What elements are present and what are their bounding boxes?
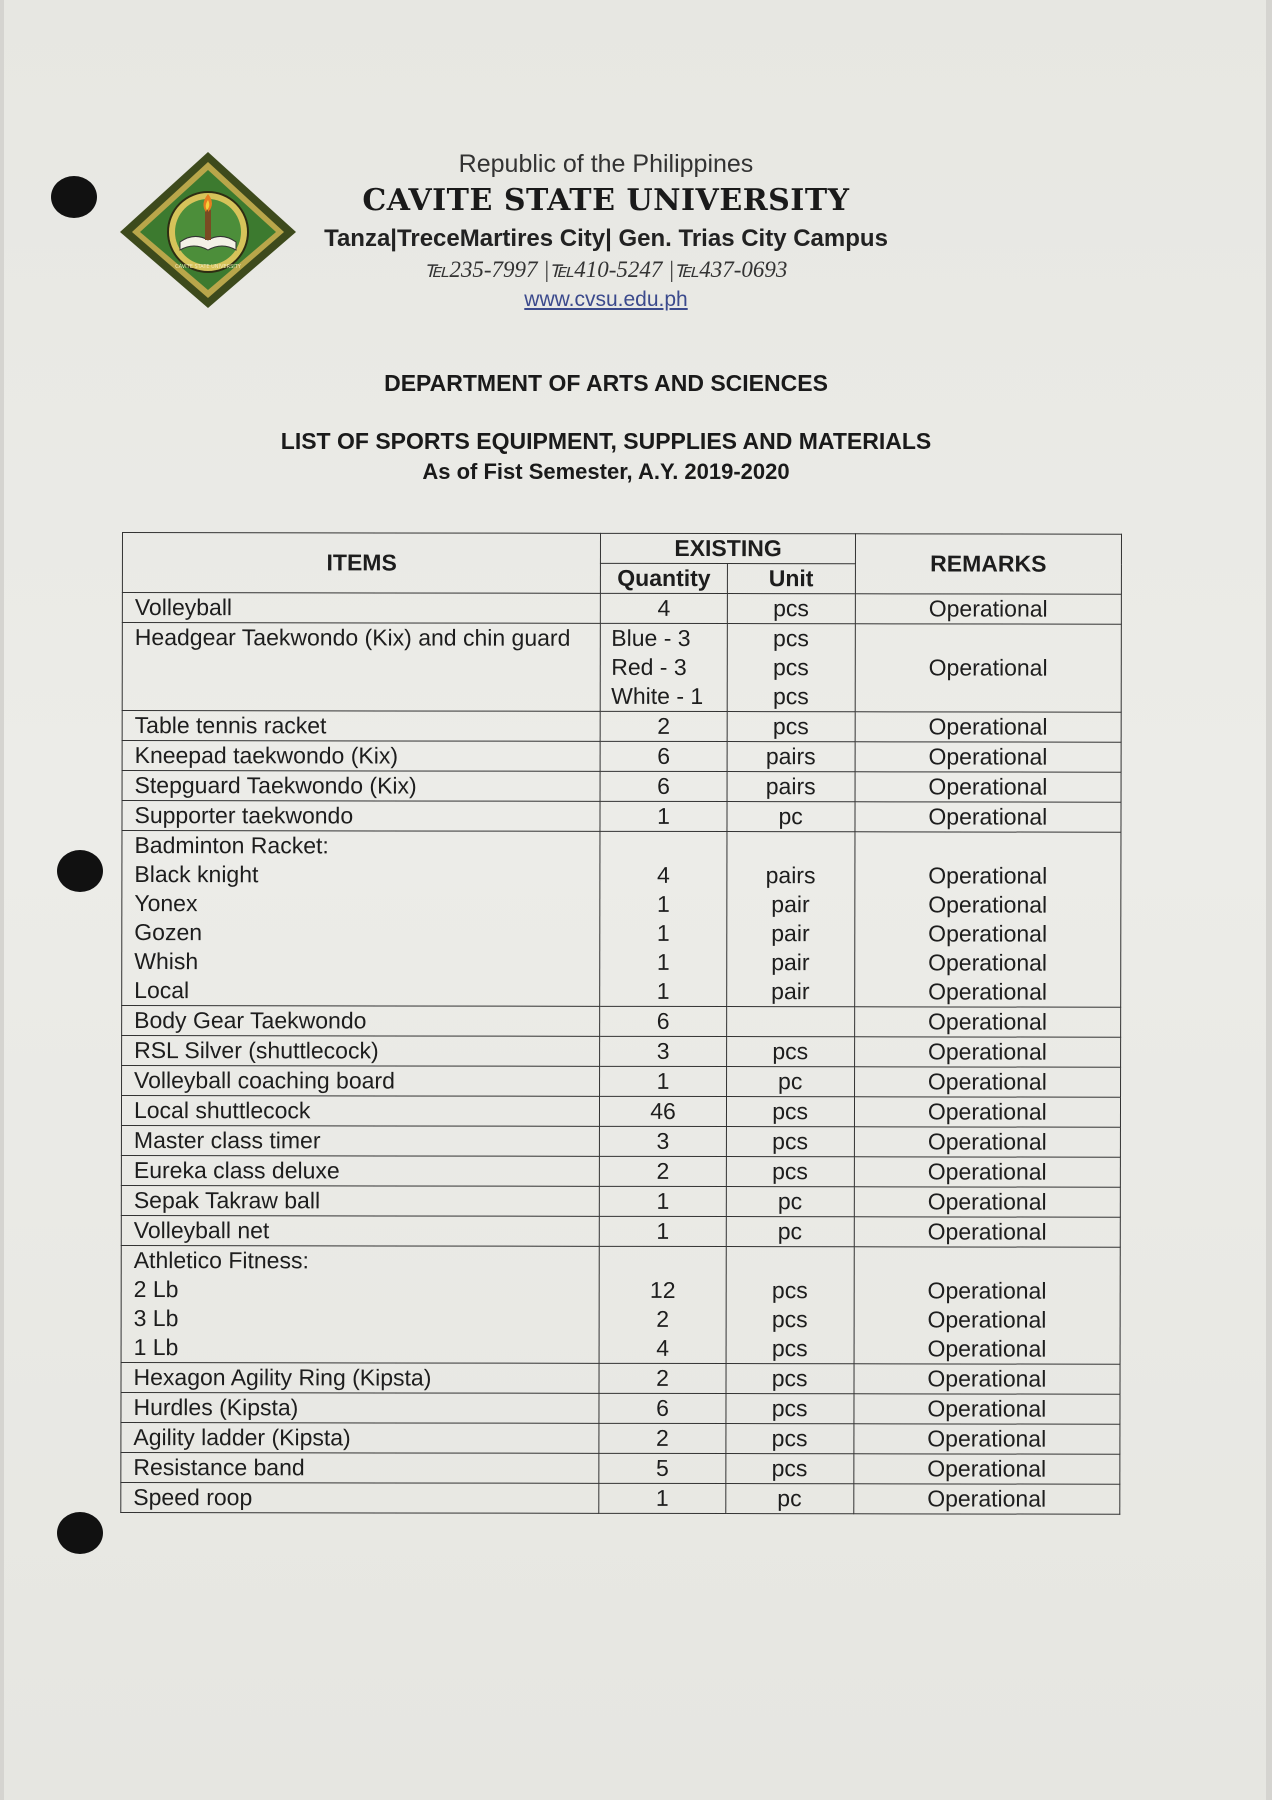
- item-cell-line: RSL Silver (shuttlecock): [134, 1037, 379, 1064]
- quantity-cell-line: 2: [656, 1305, 670, 1332]
- unit-cell: [726, 1247, 854, 1364]
- table-row: [121, 1362, 1120, 1394]
- item-cell-line: Eureka class deluxe: [133, 1157, 340, 1184]
- remarks-cell: [854, 1424, 1120, 1454]
- quantity-cell: [599, 1453, 725, 1483]
- item-cell-line: Sepak Takraw ball: [133, 1187, 321, 1214]
- item-cell-line: 2 Lb: [133, 1276, 179, 1303]
- unit-cell: [726, 1007, 854, 1037]
- header-unit: Unit: [727, 564, 855, 594]
- remarks-cell: [855, 594, 1121, 624]
- remarks-cell: [854, 1454, 1120, 1484]
- quantity-cell-line: 1: [656, 1217, 670, 1244]
- remarks-cell: [854, 1037, 1120, 1067]
- remarks-cell-line: Operational: [928, 595, 1048, 622]
- remarks-cell-line: Operational: [928, 654, 1048, 681]
- item-cell-line: Supporter taekwondo: [134, 802, 354, 829]
- item-cell-line: 3 Lb: [133, 1305, 179, 1332]
- item-cell: [121, 1185, 600, 1216]
- remarks-cell-line: Operational: [927, 1455, 1047, 1482]
- item-cell: [122, 801, 601, 832]
- remarks-cell: [854, 1364, 1120, 1394]
- item-cell: [121, 1422, 600, 1453]
- quantity-cell: [600, 771, 726, 801]
- quantity-cell-line: White - 1: [611, 682, 704, 710]
- unit-cell: [726, 1394, 854, 1424]
- table-row: [122, 1006, 1121, 1038]
- quantity-cell-line: Red - 3: [611, 653, 687, 680]
- remarks-cell-line: [855, 832, 1120, 861]
- unit-cell-line: pc: [778, 1068, 803, 1095]
- unit-cell: [726, 1067, 854, 1097]
- item-cell-line: Table tennis racket: [134, 712, 327, 739]
- unit-cell: [725, 1424, 853, 1454]
- unit-cell-line: pcs: [771, 1277, 808, 1304]
- unit-cell-line: pcs: [772, 1098, 809, 1125]
- item-cell-line: Gozen: [134, 919, 203, 946]
- quantity-cell-line: 1: [656, 977, 670, 1004]
- unit-cell-line: pairs: [765, 773, 816, 800]
- remarks-cell: [854, 1007, 1120, 1037]
- item-cell: [121, 1362, 600, 1393]
- item-cell: [122, 1036, 601, 1067]
- unit-cell-line: [727, 1007, 854, 1036]
- unit-cell: [726, 832, 854, 1007]
- quantity-cell-line: 2: [657, 712, 671, 739]
- quantity-cell: [600, 831, 726, 1006]
- remarks-cell-line: Operational: [927, 1068, 1047, 1095]
- quantity-cell: [601, 741, 727, 771]
- remarks-cell-line: Operational: [927, 1128, 1047, 1155]
- table-row: [121, 1452, 1120, 1484]
- unit-cell-line: pairs: [765, 862, 816, 889]
- item-cell-line: Volleyball coaching board: [134, 1067, 395, 1094]
- unit-cell-line: pcs: [772, 654, 809, 681]
- table-row: [122, 593, 1121, 625]
- remarks-cell-line: Operational: [928, 1008, 1047, 1035]
- table-row: [121, 1422, 1120, 1454]
- remarks-cell-line: Operational: [928, 713, 1048, 740]
- unit-cell: [726, 1127, 854, 1157]
- quantity-cell-line: 6: [656, 1007, 670, 1034]
- item-cell-line: Kneepad taekwondo (Kix): [134, 742, 399, 769]
- quantity-cell-line: 4: [656, 1334, 670, 1361]
- unit-cell-line: pairs: [765, 743, 816, 770]
- item-cell: [122, 593, 601, 624]
- quantity-cell-line: 3: [656, 1037, 670, 1064]
- table-row: [122, 1066, 1121, 1098]
- item-cell: [121, 1126, 600, 1157]
- unit-cell: [727, 802, 855, 832]
- unit-cell-line: pcs: [771, 1306, 808, 1333]
- republic-line: Republic of the Philippines: [458, 150, 754, 178]
- inventory-table: [120, 532, 1122, 1515]
- quantity-cell: [601, 711, 727, 741]
- item-cell-line: Agility ladder (Kipsta): [133, 1424, 351, 1451]
- remarks-cell-line: Operational: [927, 1306, 1047, 1333]
- quantity-cell: [600, 1126, 726, 1156]
- table-row: [121, 1482, 1120, 1514]
- quantity-cell-line: [601, 832, 726, 861]
- remarks-cell-line: [856, 624, 1121, 653]
- quantity-cell-line: 1: [657, 802, 670, 829]
- item-cell: [121, 1452, 600, 1483]
- inventory-rows: [121, 593, 1122, 1515]
- remarks-cell: [854, 1187, 1120, 1217]
- remarks-cell-line: [855, 682, 1120, 711]
- quantity-cell-line: 1: [656, 1067, 670, 1094]
- remarks-cell-line: Operational: [927, 1038, 1047, 1065]
- remarks-cell: [855, 712, 1121, 742]
- unit-cell-line: pair: [771, 891, 810, 918]
- table-row: [122, 711, 1121, 743]
- remarks-cell-line: Operational: [927, 1188, 1047, 1215]
- unit-cell: [726, 1364, 854, 1394]
- item-cell-line: Volleyball: [134, 594, 233, 621]
- unit-cell: [726, 1037, 854, 1067]
- unit-cell-line: pair: [771, 949, 810, 976]
- table-row: [121, 1155, 1120, 1187]
- unit-cell: [727, 772, 855, 802]
- item-cell-line: Body Gear Taekwondo: [134, 1007, 367, 1034]
- punch-hole: [57, 850, 103, 892]
- unit-cell: [727, 712, 855, 742]
- quantity-cell: [599, 1363, 725, 1393]
- table-row: [121, 1185, 1120, 1217]
- quantity-cell-line: 3: [656, 1127, 670, 1154]
- item-cell: [121, 1392, 600, 1423]
- unit-cell-line: pcs: [773, 625, 809, 652]
- quantity-cell-line: 46: [650, 1097, 676, 1124]
- remarks-cell-line: Operational: [927, 1425, 1047, 1452]
- header-existing: EXISTING: [601, 533, 855, 563]
- item-cell-line: Volleyball net: [133, 1217, 270, 1244]
- remarks-cell: [855, 624, 1121, 712]
- remarks-cell-line: Operational: [928, 862, 1048, 889]
- remarks-cell: [854, 1394, 1120, 1424]
- unit-cell: [725, 1454, 853, 1484]
- item-cell: [121, 1482, 600, 1513]
- quantity-cell: [599, 1423, 725, 1453]
- remarks-cell: [855, 802, 1121, 832]
- remarks-cell-line: Operational: [927, 1098, 1047, 1125]
- unit-cell-line: pair: [771, 978, 810, 1005]
- item-cell-line: 1 Lb: [133, 1334, 179, 1361]
- item-cell-line: [123, 652, 601, 682]
- quantity-cell: [600, 1186, 726, 1216]
- remarks-cell-line: Operational: [928, 891, 1048, 918]
- quantity-cell-line: 12: [649, 1276, 676, 1303]
- unit-cell-line: pc: [778, 803, 803, 830]
- table-row: [121, 1096, 1120, 1128]
- remarks-cell-line: Operational: [928, 949, 1048, 976]
- item-cell-line: Stepguard Taekwondo (Kix): [134, 772, 417, 799]
- item-cell: [122, 623, 601, 712]
- item-cell: [122, 741, 601, 772]
- quantity-cell: [600, 1246, 726, 1363]
- unit-cell-line: pcs: [772, 713, 809, 740]
- header-items: ITEMS: [122, 533, 601, 594]
- quantity-cell: [600, 1096, 726, 1126]
- department-title: DEPARTMENT OF ARTS AND SCIENCES: [384, 370, 828, 396]
- university-name: CAVITE STATE UNIVERSITY: [362, 183, 850, 218]
- remarks-cell-line: Operational: [927, 1218, 1047, 1245]
- table-row: [122, 623, 1121, 713]
- remarks-cell: [854, 1484, 1120, 1514]
- item-cell-line: Speed roop: [133, 1484, 253, 1511]
- document-subtitle: As of Fist Semester, A.Y. 2019-2020: [422, 459, 790, 484]
- document-title: LIST OF SPORTS EQUIPMENT, SUPPLIES AND MATERIALS: [280, 428, 932, 454]
- item-cell-line: Yonex: [134, 890, 198, 917]
- header-quantity: Quantity: [601, 563, 727, 593]
- unit-cell-line: pcs: [771, 1455, 808, 1482]
- remarks-cell-line: Operational: [927, 1277, 1047, 1304]
- remarks-cell-line: Operational: [927, 1485, 1047, 1512]
- remarks-cell-line: [854, 1247, 1119, 1276]
- quantity-cell-line: 6: [657, 772, 671, 799]
- unit-cell-line: [726, 1247, 853, 1276]
- unit-cell-line: pcs: [772, 1158, 808, 1185]
- remarks-cell: [854, 1097, 1120, 1127]
- quantity-cell-line: 6: [657, 742, 671, 769]
- unit-cell-line: pcs: [771, 1365, 808, 1392]
- quantity-cell-line: 1: [656, 1187, 670, 1214]
- phone-numbers: ℡235-7997 |℡410-5247 |℡437-0693: [424, 257, 788, 282]
- table-row: [122, 1036, 1121, 1068]
- unit-cell: [727, 594, 855, 624]
- table-row: [122, 771, 1121, 803]
- item-cell: [121, 1096, 600, 1127]
- quantity-cell: [600, 1156, 726, 1186]
- table-row: [121, 1245, 1120, 1364]
- unit-cell-line: pc: [777, 1218, 803, 1245]
- quantity-cell-line: 2: [656, 1424, 669, 1451]
- quantity-cell: [600, 1006, 726, 1036]
- quantity-cell-line: 5: [655, 1454, 669, 1481]
- quantity-cell: [600, 801, 726, 831]
- remarks-cell: [854, 1067, 1120, 1097]
- item-cell: [122, 831, 601, 1007]
- unit-cell-line: pcs: [772, 1038, 809, 1065]
- item-cell-line: Local: [134, 977, 190, 1004]
- table-row: [122, 741, 1121, 773]
- unit-cell: [726, 1097, 854, 1127]
- quantity-cell-line: 6: [656, 1394, 669, 1421]
- header-remarks: REMARKS: [855, 534, 1121, 594]
- table-row: [121, 1392, 1120, 1424]
- item-cell: [122, 771, 601, 802]
- table-row: [121, 1215, 1120, 1247]
- quantity-cell: [601, 623, 727, 711]
- unit-cell-line: pair: [771, 920, 810, 947]
- item-cell: [122, 711, 601, 742]
- quantity-cell-line: Blue - 3: [611, 624, 691, 651]
- remarks-cell: [855, 742, 1121, 772]
- unit-cell-line: pc: [777, 1188, 803, 1215]
- remarks-cell: [854, 1127, 1120, 1157]
- quantity-cell-line: 1: [656, 948, 670, 975]
- item-cell-line: Master class timer: [133, 1127, 321, 1154]
- remarks-cell-line: Operational: [928, 978, 1048, 1005]
- unit-cell-line: pcs: [771, 1425, 808, 1452]
- remarks-cell: [854, 1157, 1120, 1187]
- quantity-cell-line: [600, 1247, 725, 1276]
- item-cell: [122, 1066, 601, 1097]
- quantity-cell-line: 2: [656, 1157, 670, 1184]
- item-cell: [121, 1155, 600, 1186]
- unit-cell: [726, 1187, 854, 1217]
- unit-cell-line: [727, 832, 854, 861]
- unit-cell-line: pcs: [771, 1335, 808, 1362]
- quantity-cell: [600, 1216, 726, 1246]
- remarks-cell-line: Operational: [928, 743, 1048, 770]
- quantity-cell-line: 4: [657, 594, 671, 621]
- remarks-cell-line: Operational: [927, 1335, 1047, 1362]
- quantity-cell-line: 4: [657, 861, 670, 888]
- unit-cell: [727, 742, 855, 772]
- remarks-cell-line: Operational: [927, 1365, 1047, 1392]
- item-cell-line: Resistance band: [133, 1454, 305, 1481]
- unit-cell-line: pc: [777, 1485, 802, 1512]
- quantity-cell-line: 1: [656, 919, 670, 946]
- remarks-cell-line: Operational: [927, 1158, 1047, 1185]
- remarks-cell-line: Operational: [928, 803, 1048, 830]
- item-cell: [122, 1006, 601, 1037]
- unit-cell: [726, 1217, 854, 1247]
- remarks-cell: [855, 772, 1121, 802]
- item-cell-line: Local shuttlecock: [133, 1097, 311, 1124]
- remarks-cell-line: Operational: [928, 773, 1048, 800]
- quantity-cell: [600, 1066, 726, 1096]
- remarks-cell-line: Operational: [928, 920, 1048, 947]
- unit-cell-line: pcs: [772, 683, 809, 710]
- table-row: [122, 801, 1121, 833]
- remarks-cell: [854, 1217, 1120, 1247]
- quantity-cell-line: 2: [656, 1364, 669, 1391]
- unit-cell-line: pcs: [773, 595, 809, 622]
- item-cell: [121, 1215, 600, 1246]
- item-cell-line: Headgear Taekwondo (Kix) and chin guard: [134, 624, 571, 651]
- item-cell-line: Hexagon Agility Ring (Kipsta): [133, 1364, 432, 1391]
- unit-cell: [726, 1157, 854, 1187]
- table-row: [121, 1126, 1120, 1158]
- quantity-cell: [599, 1483, 725, 1513]
- remarks-cell: [854, 1247, 1120, 1364]
- item-cell-line: Athletico Fitness:: [133, 1247, 309, 1274]
- remarks-cell-line: Operational: [927, 1395, 1047, 1422]
- seal-lettering: CAVITE STATE UNIVERSITY: [175, 264, 241, 270]
- campus-line: Tanza|TreceMartires City| Gen. Trias City Campus: [324, 225, 888, 252]
- item-cell: [121, 1245, 600, 1363]
- item-cell-line: [123, 681, 601, 711]
- quantity-cell: [599, 1393, 725, 1423]
- item-cell-line: Badminton Racket:: [134, 832, 329, 859]
- quantity-cell-line: 1: [656, 890, 670, 917]
- item-cell-line: Black knight: [134, 861, 259, 888]
- quantity-cell: [600, 1036, 726, 1066]
- quantity-cell: [601, 593, 727, 623]
- item-cell-line: Whish: [134, 948, 199, 975]
- quantity-cell-line: 1: [655, 1484, 669, 1511]
- remarks-cell: [854, 832, 1121, 1007]
- unit-cell: [725, 1484, 853, 1514]
- punch-hole: [57, 1512, 103, 1554]
- table-row: [122, 831, 1121, 1008]
- item-cell-line: Hurdles (Kipsta): [133, 1394, 299, 1421]
- website-link[interactable]: www.cvsu.edu.ph: [524, 288, 688, 311]
- unit-cell-line: pcs: [771, 1395, 808, 1422]
- unit-cell: [727, 624, 855, 712]
- unit-cell-line: pcs: [772, 1128, 809, 1155]
